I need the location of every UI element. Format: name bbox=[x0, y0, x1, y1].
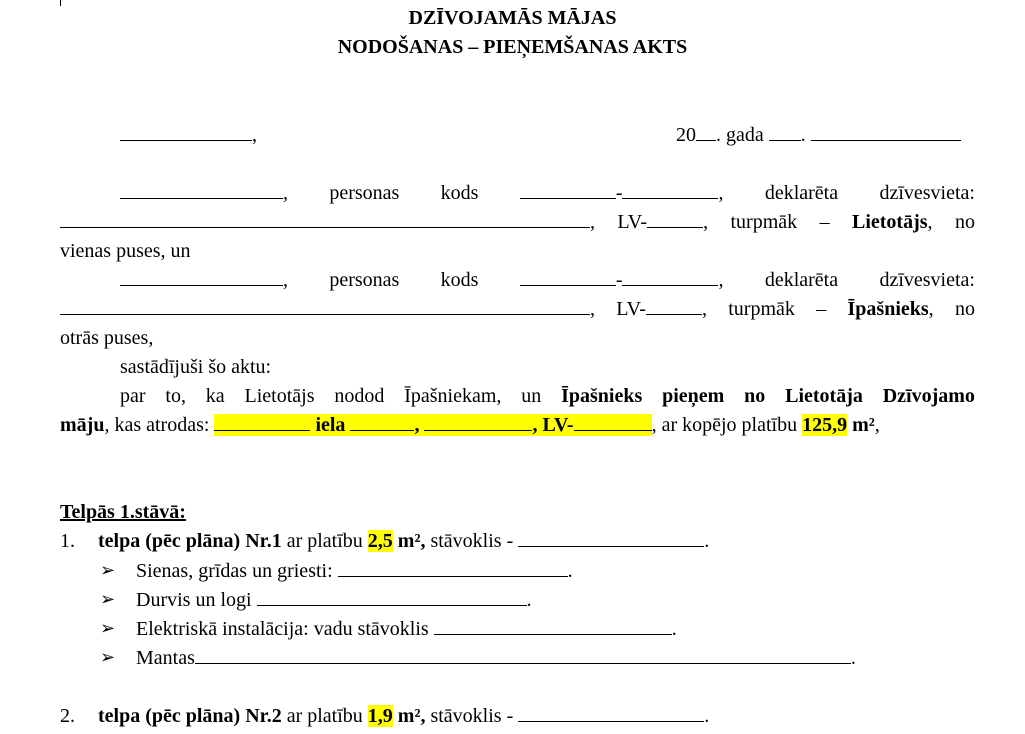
room2-number: 2. bbox=[60, 705, 75, 727]
address-highlight: iela , , LV- bbox=[214, 414, 651, 436]
room2-line: telpa (pēc plāna) Nr.2 ar platību 1,9 m², stāvoklis - . bbox=[98, 705, 710, 727]
party1-code-part2-blank[interactable] bbox=[622, 182, 718, 199]
party2-code-part1-blank[interactable] bbox=[520, 269, 616, 286]
arrow-bullet-icon: ➢ bbox=[100, 618, 116, 639]
room1-area-value: 2,5 bbox=[367, 530, 393, 552]
party2-continuation: otrās puses, bbox=[60, 327, 154, 349]
arrow-bullet-icon: ➢ bbox=[100, 589, 116, 610]
day-blank[interactable] bbox=[769, 124, 801, 141]
electric-state-blank[interactable] bbox=[434, 618, 672, 635]
arrow-bullet-icon: ➢ bbox=[100, 647, 116, 668]
party1-name-blank[interactable] bbox=[120, 182, 283, 199]
party1-continuation: vienas puses, un bbox=[60, 240, 191, 262]
street-name-blank[interactable] bbox=[214, 414, 310, 431]
house-number-blank[interactable] bbox=[350, 414, 414, 431]
doors-state-blank[interactable] bbox=[257, 589, 527, 606]
compiled-statement: sastādījuši šo aktu: bbox=[120, 356, 272, 378]
party1-line1: , personas kods - , deklarēta dzīvesvieta: bbox=[120, 181, 975, 205]
room1-state-blank[interactable] bbox=[518, 530, 704, 547]
party1-address-blank[interactable] bbox=[60, 211, 590, 228]
party2-line2: , LV- , turpmāk – Īpašnieks, no bbox=[60, 297, 975, 321]
about-line1: par to, ka Lietotājs nodod Īpašniekam, un Īpašnieks pieņem no Lietotāja Dzīvojamo bbox=[120, 385, 975, 407]
month-blank[interactable] bbox=[811, 124, 961, 141]
place-blank[interactable] bbox=[120, 124, 252, 141]
party1-postcode-blank[interactable] bbox=[647, 211, 703, 228]
party2-code-part2-blank[interactable] bbox=[622, 269, 718, 286]
section-heading: Telpās 1.stāvā: bbox=[60, 501, 186, 523]
room2-state-blank[interactable] bbox=[518, 705, 704, 722]
date-field: 20 . gada . bbox=[676, 123, 961, 147]
party2-line1: , personas kods - , deklarēta dzīvesvieta: bbox=[120, 268, 975, 292]
room1-item-walls: Sienas, grīdas un griesti: . bbox=[136, 560, 573, 582]
year-blank[interactable] bbox=[696, 124, 716, 141]
room1-item-electric: Elektriskā instalācija: vadu stāvoklis . bbox=[136, 618, 677, 640]
party2-postcode-blank[interactable] bbox=[646, 298, 702, 315]
about-line2: māju, kas atrodas: iela , , LV- , ar kopējo platību 125,9 m², bbox=[60, 414, 880, 436]
party2-address-blank[interactable] bbox=[60, 298, 590, 315]
belongings-blank[interactable] bbox=[195, 647, 851, 664]
room1-number: 1. bbox=[60, 530, 75, 552]
address-postcode-blank[interactable] bbox=[574, 414, 652, 431]
room1-line: telpa (pēc plāna) Nr.1 ar platību 2,5 m², stāvoklis - . bbox=[98, 530, 710, 552]
place-field: , bbox=[120, 123, 257, 147]
party2-name-blank[interactable] bbox=[120, 269, 283, 286]
document-title-line1: DZĪVOJAMĀS MĀJAS bbox=[408, 7, 617, 29]
party1-code-part1-blank[interactable] bbox=[520, 182, 616, 199]
room1-item-belongings: Mantas . bbox=[136, 647, 856, 669]
total-area-value: 125,9 bbox=[802, 414, 848, 436]
arrow-bullet-icon: ➢ bbox=[100, 560, 116, 581]
document-title-line2: NODOŠANAS – PIEŅEMŠANAS AKTS bbox=[337, 36, 688, 58]
walls-state-blank[interactable] bbox=[338, 560, 568, 577]
party1-line2: , LV- , turpmāk – Lietotājs, no bbox=[60, 210, 975, 234]
room2-area-value: 1,9 bbox=[367, 705, 393, 727]
city-blank[interactable] bbox=[424, 414, 532, 431]
room1-item-doors: Durvis un logi . bbox=[136, 589, 532, 611]
